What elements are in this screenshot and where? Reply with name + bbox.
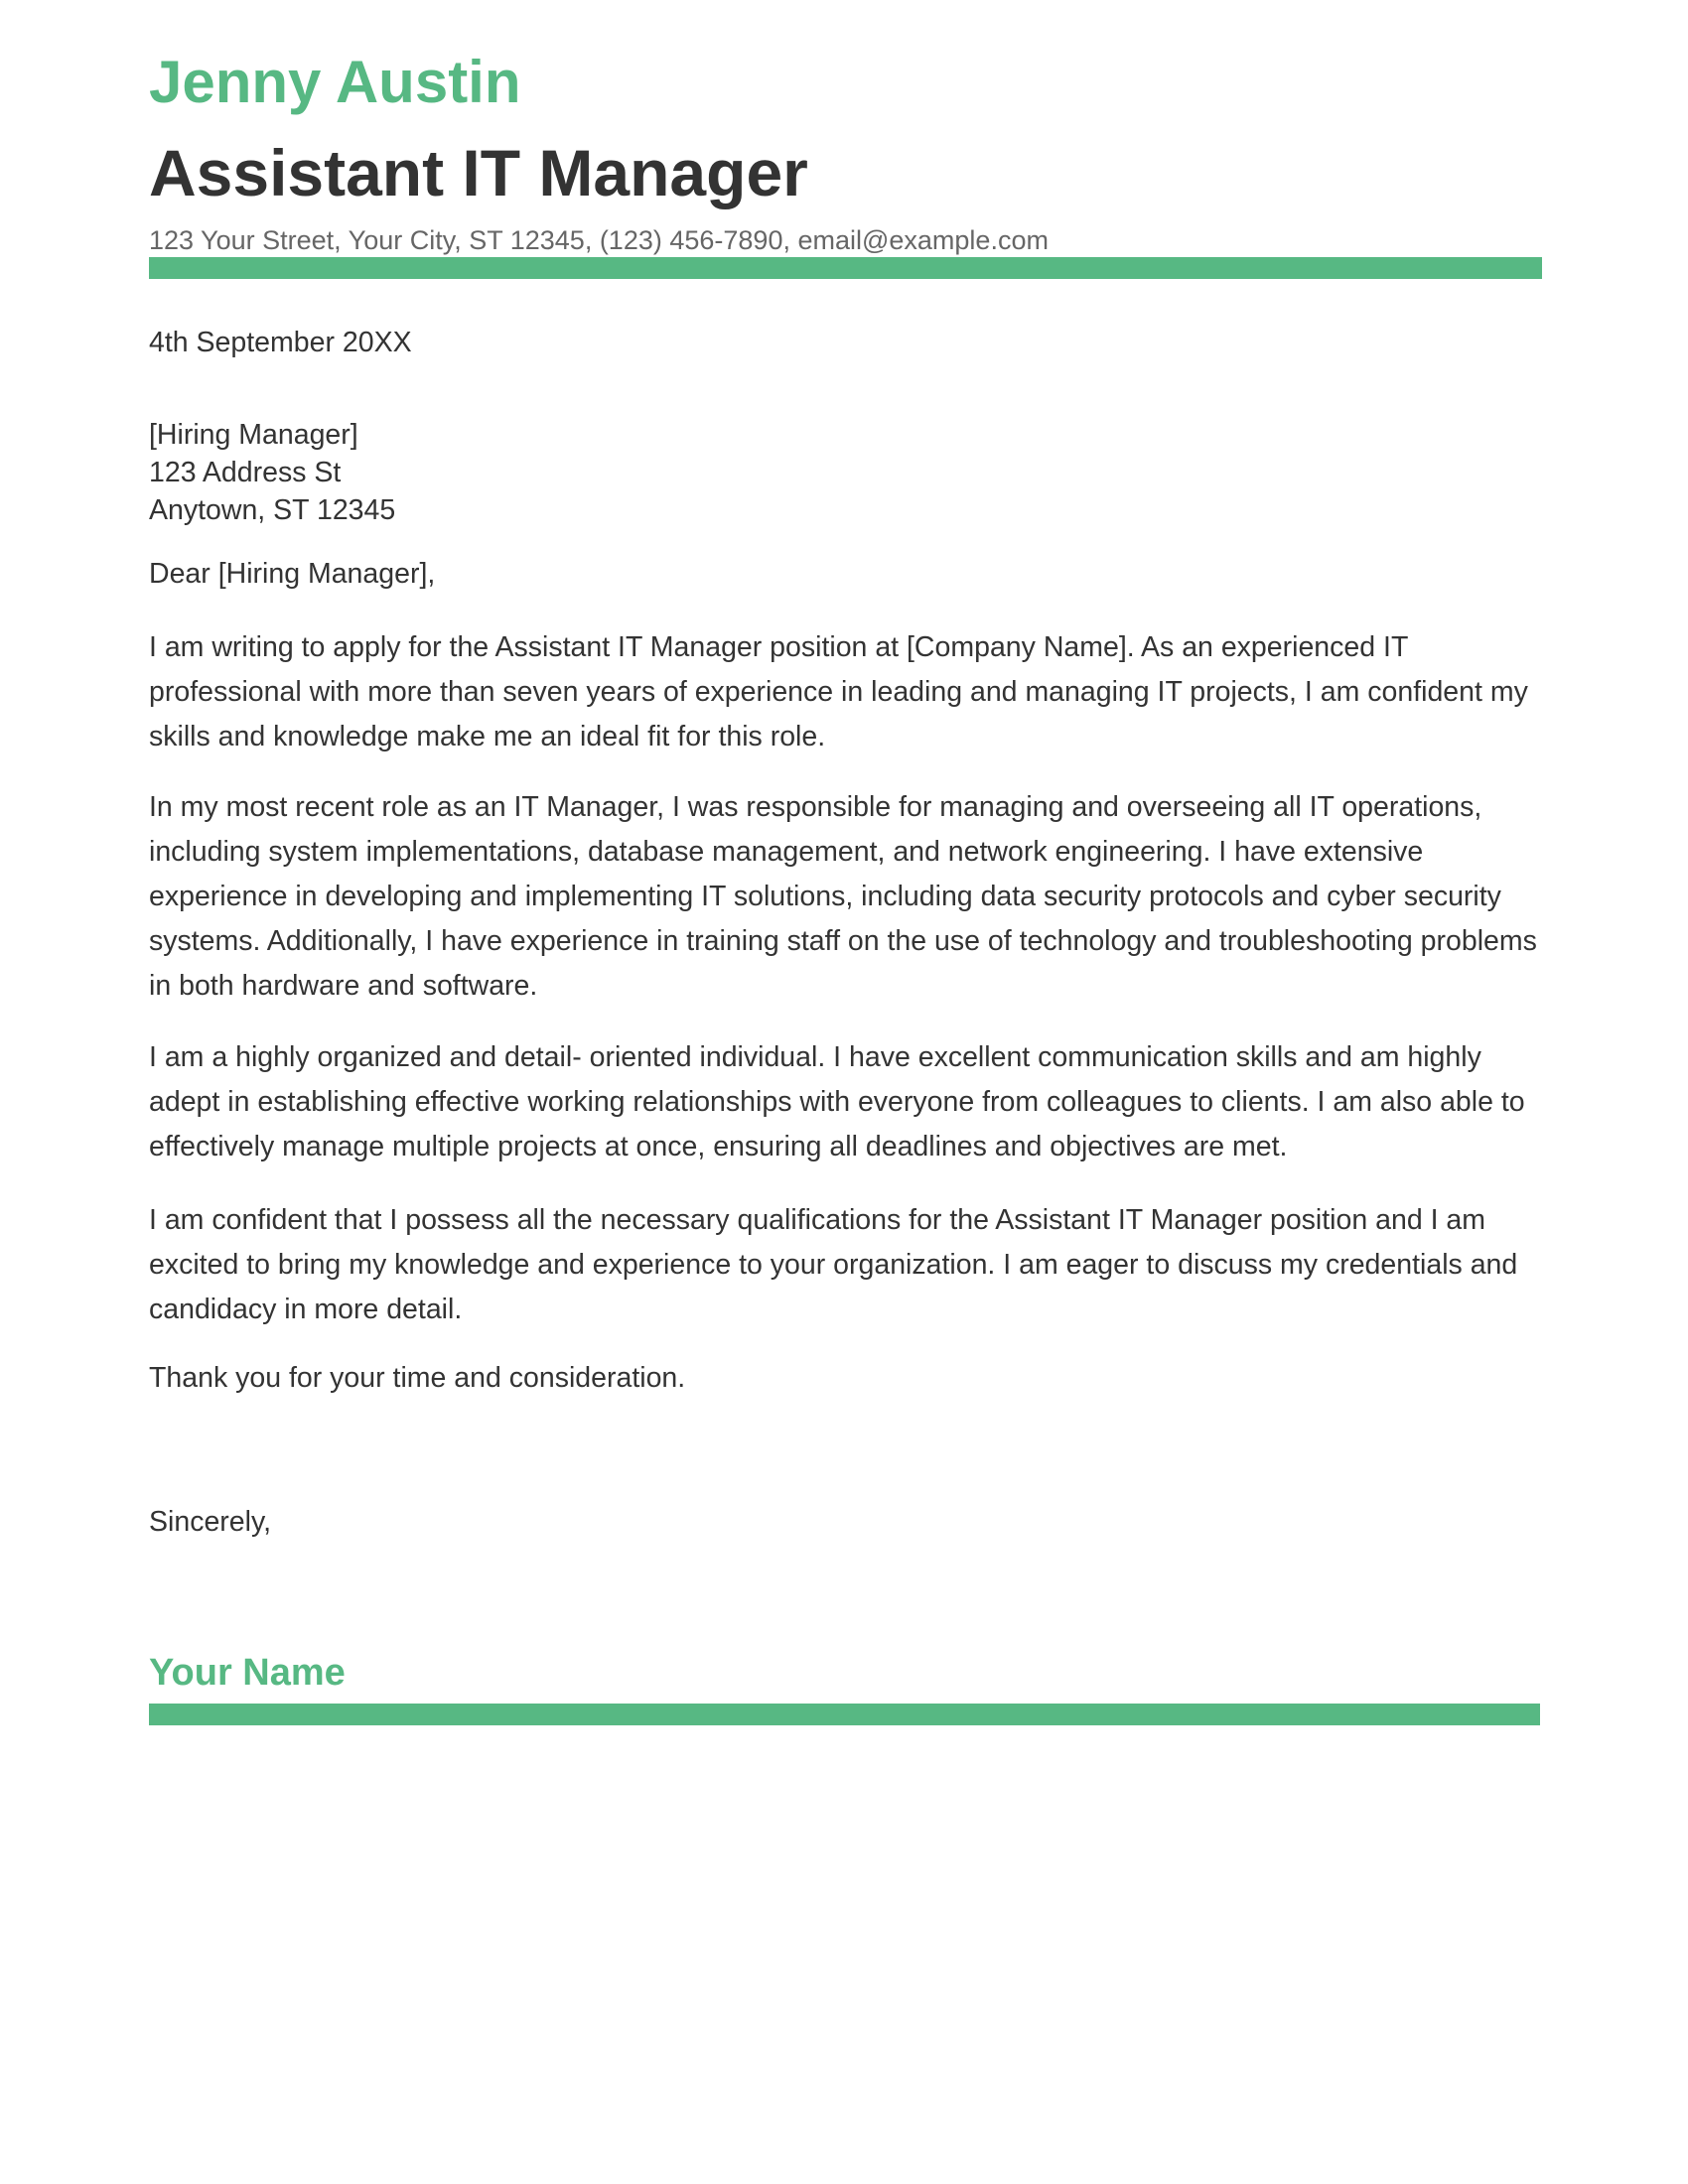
thank-you-line: Thank you for your time and consideration. [149,1362,686,1394]
closing: Sincerely, [149,1506,272,1538]
recipient-name: [Hiring Manager] [149,419,358,451]
job-title: Assistant IT Manager [149,136,808,209]
applicant-name: Jenny Austin [149,49,521,115]
body-paragraph-3: I am a highly organized and detail- oriented individual. I have excellent communication skills and am highly adept in establishing effective working relationships with everyone from colleagues to clients. I am also able to effectively manage multiple projects at once, ensuring all deadlines and objectives are met. [149,1041,1525,1162]
body-paragraph-2: In my most recent role as an IT Manager, I was responsible for managing and overseeing all IT operations, including system implementations, database management, and network engineering. I have extensive experience in developing and implementing IT solutions, including data security protocols and cyber security systems. Additionally, I have experience in training staff on the use of technology and troubleshooting problems in both hardware and software. [149,791,1537,1002]
header-divider [149,257,1542,279]
signature-name: Your Name [149,1652,346,1694]
recipient-address [149,416,1542,529]
body-paragraph-1: I am writing to apply for the Assistant IT Manager position at [Company Name]. As an experienced IT professional with more than seven years of experience in leading and managing IT projects, I am confident my skills and knowledge make me an ideal fit for this role. [149,631,1528,752]
salutation: Dear [Hiring Manager], [149,558,436,590]
recipient-city: Anytown, ST 12345 [149,494,396,526]
letter-date: 4th September 20XX [149,327,412,358]
recipient-street: 123 Address St [149,457,342,488]
footer-divider [149,1704,1540,1725]
contact-info: 123 Your Street, Your City, ST 12345, (123) 456-7890, email@example.com [149,225,1049,255]
body-paragraph-4: I am confident that I possess all the necessary qualifications for the Assistant IT Manager position and I am excited to bring my knowledge and experience to your organization. I am eager to discuss my credentials and candidacy in more detail. [149,1204,1518,1325]
